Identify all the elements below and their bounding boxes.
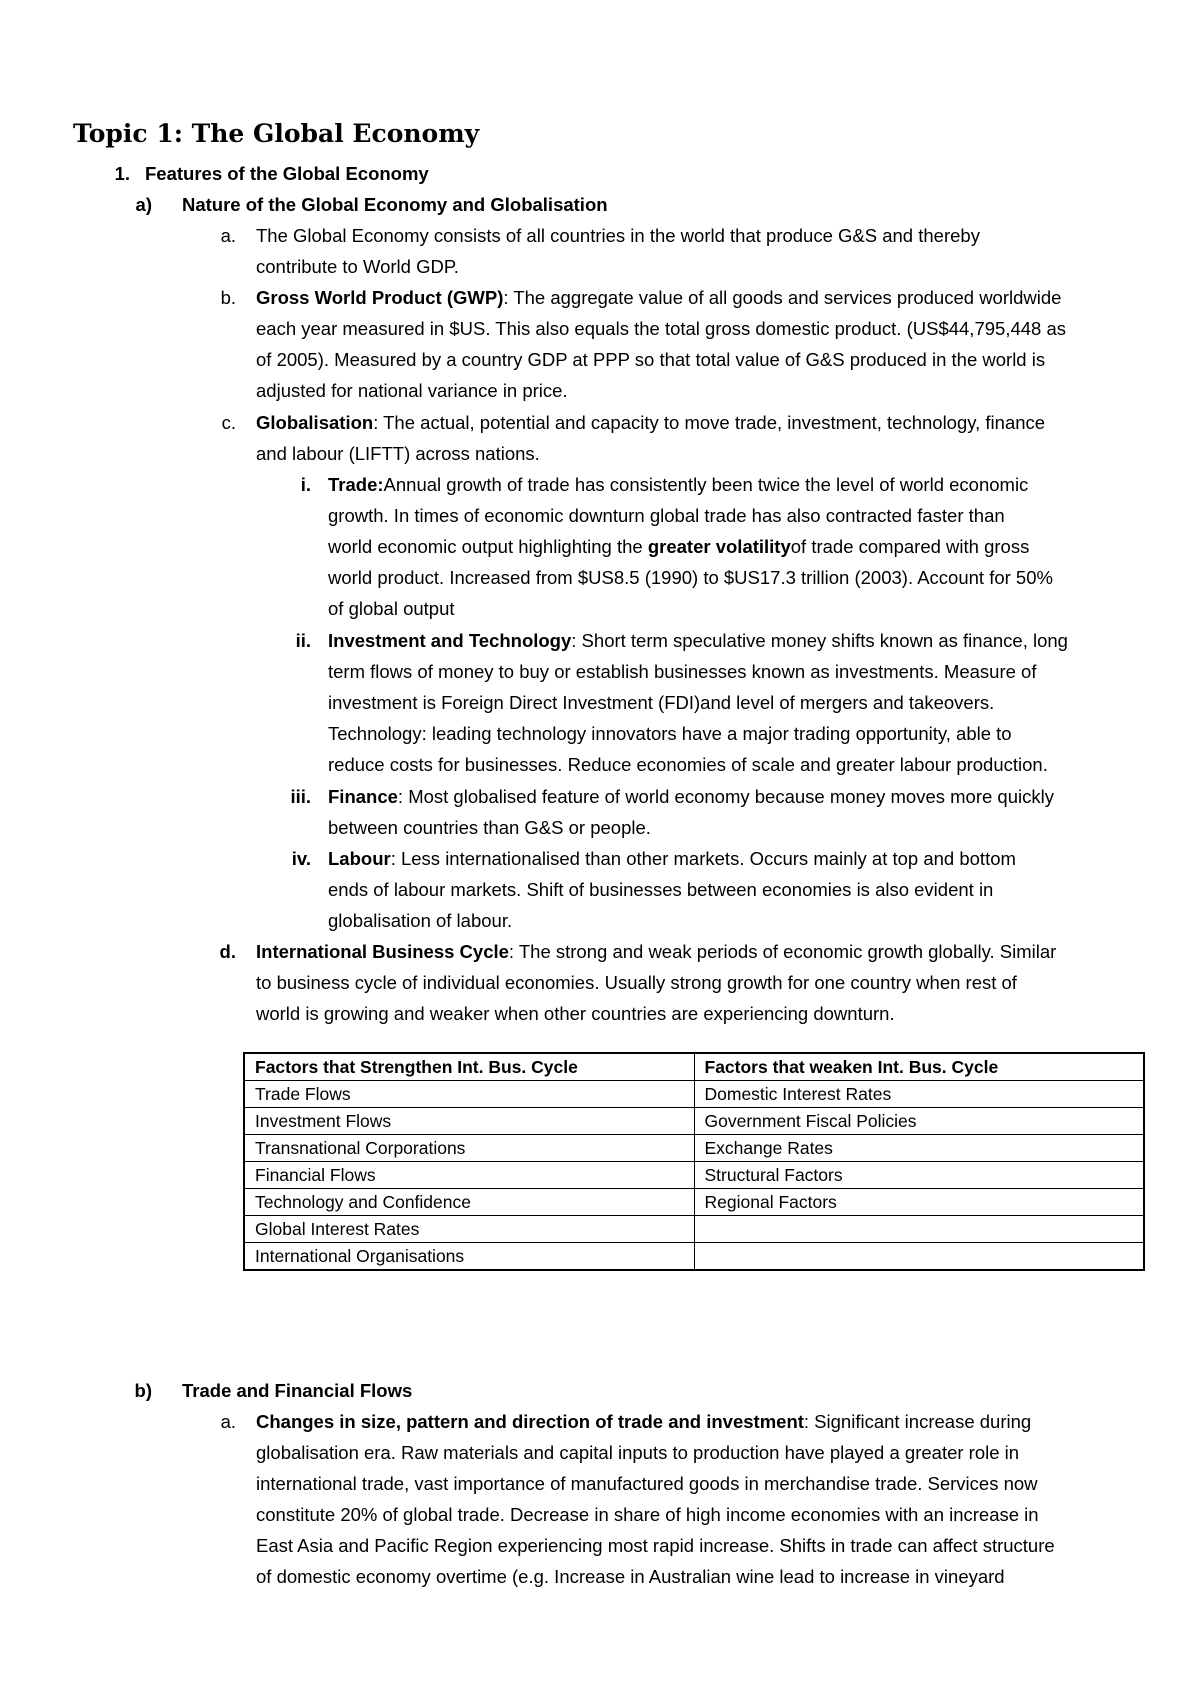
subsection-marker: a) — [135, 194, 152, 215]
list-marker: iv. — [291, 848, 311, 869]
list-marker: i. — [300, 474, 311, 495]
paragraph-line: world economic output highlighting the greater volatilityof trade compared with gross — [328, 536, 1030, 557]
table-cell: International Organisations — [244, 1243, 694, 1271]
paragraph-line: and labour (LIFTT) across nations. — [256, 443, 540, 464]
term: Trade: — [328, 474, 384, 495]
list-marker: iii. — [290, 786, 311, 807]
table-row — [244, 1189, 1144, 1216]
list-marker: a. — [220, 225, 236, 246]
paragraph-line: Gross World Product (GWP): The aggregate value of all goods and services produced worldwide — [256, 287, 1062, 308]
table-header-row — [244, 1053, 1144, 1081]
table-cell: Regional Factors — [694, 1189, 1144, 1216]
subsection-marker: b) — [134, 1380, 152, 1401]
table-cell: Government Fiscal Policies — [694, 1108, 1144, 1135]
paragraph-line: each year measured in $US. This also equals the total gross domestic product. (US$44,795,448 as — [256, 318, 1066, 339]
paragraph-line: contribute to World GDP. — [256, 256, 459, 277]
list-marker: d. — [219, 941, 236, 962]
section-heading: Features of the Global Economy — [145, 163, 429, 184]
list-marker: a. — [220, 1411, 236, 1432]
paragraph-line: of global output — [328, 598, 455, 619]
table-cell: Exchange Rates — [694, 1135, 1144, 1162]
term: Gross World Product (GWP) — [256, 287, 504, 308]
table-row — [244, 1216, 1144, 1243]
paragraph-line: East Asia and Pacific Region experiencing most rapid increase. Shifts in trade can affect structure — [256, 1535, 1055, 1556]
table-row — [244, 1243, 1144, 1271]
paragraph-line: Investment and Technology: Short term speculative money shifts known as finance, long — [328, 630, 1068, 651]
paragraph-line: ends of labour markets. Shift of businesses between economies is also evident in — [328, 879, 994, 900]
paragraph-line: of domestic economy overtime (e.g. Increase in Australian wine lead to increase in vineyard — [256, 1566, 1005, 1587]
paragraph-line: world product. Increased from $US8.5 (1990) to $US17.3 trillion (2003). Account for 50% — [328, 567, 1053, 588]
table-cell: Investment Flows — [244, 1108, 694, 1135]
paragraph-line: Globalisation: The actual, potential and capacity to move trade, investment, technology, finance — [256, 412, 1046, 433]
paragraph-line: of 2005). Measured by a country GDP at PPP so that total value of G&S produced in the world is — [256, 349, 1046, 370]
table-header-cell: Factors that weaken Int. Bus. Cycle — [694, 1053, 1144, 1081]
factors-table — [243, 1052, 1145, 1271]
section-number: 1. — [114, 163, 130, 184]
term: Finance — [328, 786, 398, 807]
paragraph-line: constitute 20% of global trade. Decrease in share of high income economies with an increase in — [256, 1504, 1039, 1525]
subsection-heading: Trade and Financial Flows — [182, 1380, 413, 1401]
list-marker: c. — [221, 412, 236, 433]
paragraph-line: globalisation of labour. — [328, 910, 513, 931]
page-title: Topic 1: The Global Economy — [73, 119, 480, 148]
term: Changes in size, pattern and direction of trade and investment — [256, 1411, 804, 1432]
paragraph-line: The Global Economy consists of all countries in the world that produce G&S and thereby — [256, 225, 980, 246]
term: Globalisation — [256, 412, 374, 433]
paragraph-line: to business cycle of individual economies. Usually strong growth for one country when rest of — [256, 972, 1017, 993]
paragraph-line: reduce costs for businesses. Reduce economies of scale and greater labour production. — [328, 754, 1048, 775]
paragraph-line: international trade, vast importance of manufactured goods in merchandise trade. Services now — [256, 1473, 1038, 1494]
table-cell — [694, 1243, 1144, 1271]
table-cell — [694, 1216, 1144, 1243]
term: Labour — [328, 848, 391, 869]
list-marker: b. — [220, 287, 236, 308]
table-cell: Trade Flows — [244, 1081, 694, 1108]
term: greater volatility — [647, 536, 791, 557]
table-cell: Transnational Corporations — [244, 1135, 694, 1162]
paragraph-line: Finance: Most globalised feature of world economy because money moves more quickly — [328, 786, 1054, 807]
paragraph-line: world is growing and weaker when other countries are experiencing downturn. — [256, 1003, 895, 1024]
paragraph-line: Technology: leading technology innovators have a major trading opportunity, able to — [328, 723, 1012, 744]
paragraph-line: term flows of money to buy or establish businesses known as investments. Measure of — [328, 661, 1037, 682]
table-cell: Technology and Confidence — [244, 1189, 694, 1216]
table-cell: Domestic Interest Rates — [694, 1081, 1144, 1108]
table-row — [244, 1162, 1144, 1189]
paragraph-line: Labour: Less internationalised than other markets. Occurs mainly at top and bottom — [328, 848, 1016, 869]
paragraph-line: between countries than G&S or people. — [328, 817, 651, 838]
subsection-heading: Nature of the Global Economy and Globalisation — [182, 194, 608, 215]
table-cell: Financial Flows — [244, 1162, 694, 1189]
paragraph-line: adjusted for national variance in price. — [256, 380, 568, 401]
table-cell: Structural Factors — [694, 1162, 1144, 1189]
table-row — [244, 1135, 1144, 1162]
term: International Business Cycle — [256, 941, 509, 962]
paragraph-line: investment is Foreign Direct Investment (FDI)and level of mergers and takeovers. — [328, 692, 995, 713]
list-marker: ii. — [295, 630, 311, 651]
paragraph-line: International Business Cycle: The strong and weak periods of economic growth globally. Similar — [256, 941, 1057, 962]
table-header-cell: Factors that Strengthen Int. Bus. Cycle — [244, 1053, 694, 1081]
table-cell: Global Interest Rates — [244, 1216, 694, 1243]
paragraph-line: globalisation era. Raw materials and capital inputs to production have played a greater role in — [256, 1442, 1020, 1463]
paragraph-line: growth. In times of economic downturn global trade has also contracted faster than — [328, 505, 1005, 526]
term: Investment and Technology — [328, 630, 572, 651]
table-row — [244, 1108, 1144, 1135]
paragraph-line: Changes in size, pattern and direction of trade and investment: Significant increase during — [256, 1411, 1032, 1432]
paragraph-line: Trade:Annual growth of trade has consistently been twice the level of world economic — [328, 474, 1029, 495]
table-row — [244, 1081, 1144, 1108]
